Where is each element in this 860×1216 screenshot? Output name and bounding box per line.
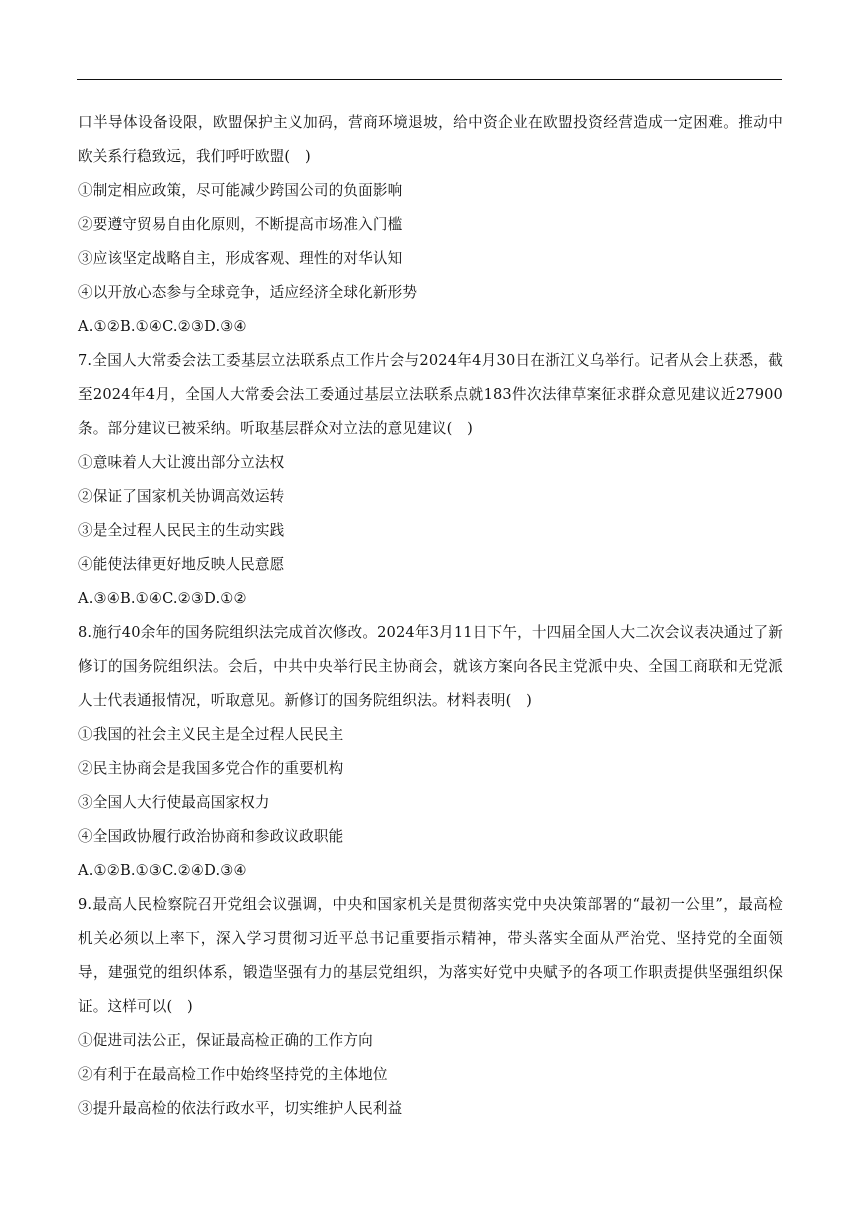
option-2: ②有利于在最高检工作中始终坚持党的主体地位 — [78, 1066, 388, 1083]
answer-choices: A.①②B.①③C.②④D.③④ — [78, 862, 247, 879]
option-3: ③是全过程人民民主的生动实践 — [78, 522, 285, 539]
question-6-continuation — [78, 106, 783, 344]
option-4: ④能使法律更好地反映人民意愿 — [78, 556, 285, 573]
question-stem: 口半导体设备设限，欧盟保护主义加码，营商环境退坡，给中资企业在欧盟投资经营造成一定困难。推动中欧关系行稳致远，我们呼吁欧盟( ) — [78, 114, 783, 165]
option-1: ①我国的社会主义民主是全过程人民民主 — [78, 726, 344, 743]
option-2: ②保证了国家机关协调高效运转 — [78, 488, 285, 505]
question-9 — [78, 888, 783, 1126]
question-stem: 8.施行40余年的国务院组织法完成首次修改。2024年3月11日下午，十四届全国人大二次会议表决通过了新修订的国务院组织法。会后，中共中央举行民主协商会，就该方案向各民主党派中央、全国工商联和无党派人士代表通报情况，听取意见。新修订的国务院组织法。材料表明( ) — [78, 624, 783, 709]
document-body — [78, 106, 783, 1126]
answer-choices: A.③④B.①④C.②③D.①② — [78, 590, 247, 607]
answer-choices: A.①②B.①④C.②③D.③④ — [78, 318, 247, 335]
option-1: ①促进司法公正，保证最高检正确的工作方向 — [78, 1032, 373, 1049]
option-2: ②要遵守贸易自由化原则，不断提高市场准入门槛 — [78, 216, 403, 233]
option-3: ③提升最高检的依法行政水平，切实维护人民利益 — [78, 1100, 403, 1117]
question-stem: 7.全国人大常委会法工委基层立法联系点工作片会与2024年4月30日在浙江义乌举行。记者从会上获悉，截至2024年4月，全国人大常委会法工委通过基层立法联系点就183件次法律草案征求群众意见建议近27900条。部分建议已被采纳。听取基层群众对立法的意见建议( ) — [78, 352, 783, 437]
option-1: ①制定相应政策，尽可能减少跨国公司的负面影响 — [78, 182, 403, 199]
option-2: ②民主协商会是我国多党合作的重要机构 — [78, 760, 344, 777]
option-4: ④全国政协履行政治协商和参政议政职能 — [78, 828, 344, 845]
option-1: ①意味着人大让渡出部分立法权 — [78, 454, 285, 471]
option-3: ③全国人大行使最高国家权力 — [78, 794, 270, 811]
option-3: ③应该坚定战略自主，形成客观、理性的对华认知 — [78, 250, 403, 267]
option-4: ④以开放心态参与全球竞争，适应经济全球化新形势 — [78, 284, 418, 301]
question-stem: 9.最高人民检察院召开党组会议强调，中央和国家机关是贯彻落实党中央决策部署的“最初一公里”，最高检机关必须以上率下，深入学习贯彻习近平总书记重要指示精神，带头落实全面从严治党、坚持党的全面领导，建强党的组织体系，锻造坚强有力的基层党组织，为落实好党中央赋予的各项工作职责提供坚强组织保证。这样可以( ) — [78, 896, 783, 1015]
question-8 — [78, 616, 783, 888]
question-7 — [78, 344, 783, 616]
header-rule — [77, 79, 782, 80]
